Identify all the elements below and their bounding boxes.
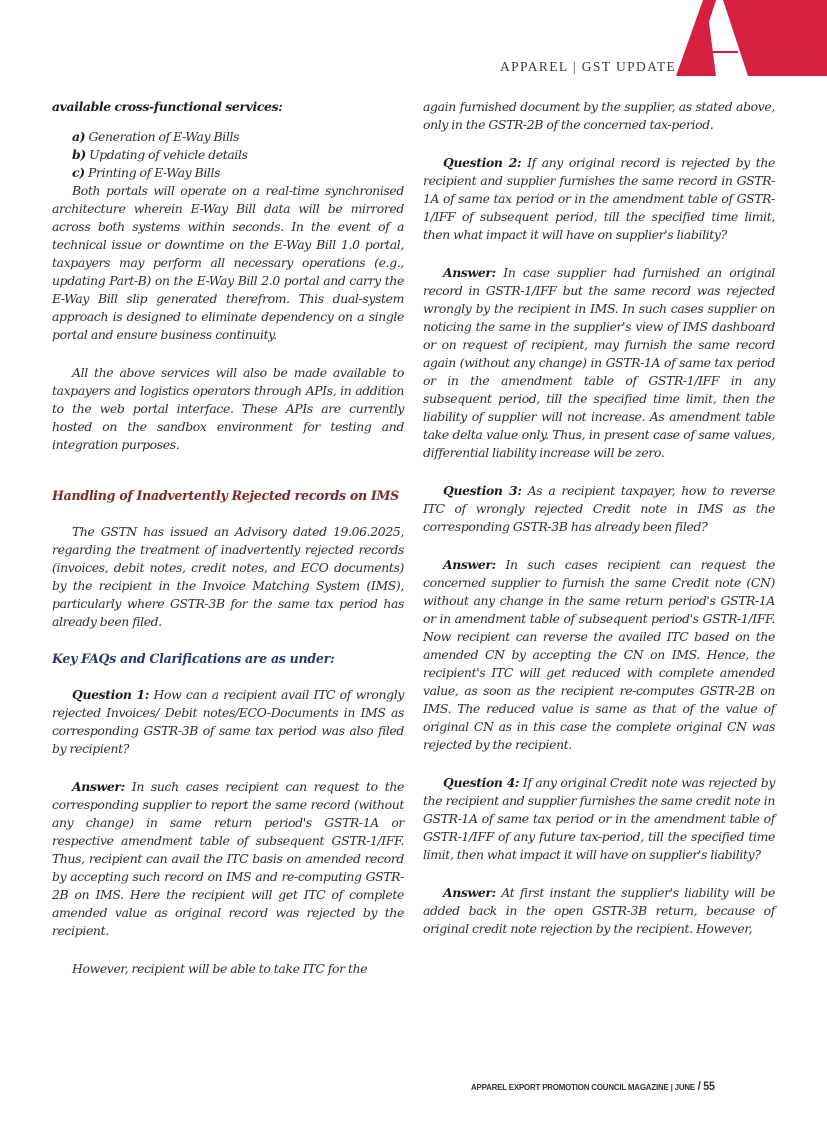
page-footer	[471, 1081, 715, 1093]
page-number: 55	[703, 1081, 715, 1093]
list-item: a) Generation of E-Way Bills	[72, 129, 240, 144]
intro-lead: available cross-functional services:	[52, 99, 283, 114]
apparel-a-logo-icon	[676, 0, 827, 76]
paragraph-apis: All the above services will also be made available to taxpayers and logistics operators through APIs, in addition to the web portal interface. These APIs are currently hosted on the sandbox environment for testing and integration purposes.	[52, 365, 404, 452]
section-heading-ims: Handling of Inadvertently Rejected records on IMS	[52, 488, 399, 503]
section-label: APPAREL | GST UPDATE	[500, 59, 677, 74]
list-item: c) Printing of E-Way Bills	[72, 165, 221, 180]
question-1: Question 1: How can a recipient avail ITC of wrongly rejected Invoices/ Debit notes/ECO-Documents in IMS as corresponding GSTR-3B of same tax period was also filed by recipient?	[52, 687, 404, 756]
footer-separator: /	[695, 1081, 704, 1093]
right-column	[423, 98, 775, 938]
answer-4: Answer: At first instant the supplier's liability will be added back in the open GSTR-3B return, because of original credit note rejection by the recipient. However,	[423, 885, 775, 936]
answer-1-continued: However, recipient will be able to take ITC for the	[72, 961, 368, 976]
question-3: Question 3: As a recipient taxpayer, how to reverse ITC of wrongly rejected Credit note in IMS as the corresponding GSTR-3B has already been filed?	[423, 483, 775, 534]
publication-name: APPAREL EXPORT PROMOTION COUNCIL MAGAZINE | JUNE	[471, 1082, 696, 1092]
section-heading-faqs: Key FAQs and Clarifications are as under:	[52, 651, 335, 666]
question-2: Question 2: If any original record is rejected by the recipient and supplier furnishes the same record in GSTR-1A of same tax period or in the amendment table of GSTR-1/IFF of subsequent period, till the specified time limit, then what impact it will have on supplier's liability?	[423, 155, 775, 242]
services-list	[52, 128, 404, 182]
answer-3: Answer: In such cases recipient can request the concerned supplier to furnish the same Credit note (CN) without any change in the same return period's GSTR-1A or in amendment table of subsequent period's GSTR-1/IFF. Now recipient can reverse the availed ITC based on the amended CN by accepting the CN on IMS. Hence, the recipient's ITC will get reduced with complete amended value, as soon as the recipient re-computes GSTR-2B on IMS. The reduced value is same as that of the value of original CN as in this case the complete original CN was rejected by the recipient.	[423, 557, 775, 752]
paragraph-gstn-advisory: The GSTN has issued an Advisory dated 19.06.2025, regarding the treatment of inadvertently rejected records (invoices, debit notes, credit notes, and ECO documents) by the recipient in the Invoice Matching System (IMS), particularly where GSTR-3B for the same tax period has already been filed.	[52, 524, 404, 629]
list-item: b) Updating of vehicle details	[72, 147, 248, 162]
answer-2: Answer: In case supplier had furnished an original record in GSTR-1/IFF but the same record was rejected wrongly by the recipient in IMS. In such cases supplier on noticing the same in the supplier's view of IMS dashboard or on request of recipient, may furnish the same record again (without any change) in GSTR-1A of same tax period or in the amendment table of GSTR-1/IFF in any subsequent period, till the specified time limit, then the liability of supplier will not increase. As amendment table take delta value only. Thus, in present case of same values, differential liability increase will be zero.	[423, 265, 775, 460]
paragraph-sync: Both portals will operate on a real-time synchronised architecture wherein E-Way Bill data will be mirrored across both systems within seconds. In the event of a technical issue or downtime on the E-Way Bill 1.0 portal, taxpayers may perform all necessary operations (e.g., updating Part-B) on the E-Way Bill 2.0 portal and carry the E-Way Bill slip generated therefrom. This dual-system approach is designed to eliminate dependency on a single portal and ensure business continuity.	[52, 183, 404, 342]
answer-1-continued-end: again furnished document by the supplier, as stated above, only in the GSTR-2B of the concerned tax-period.	[423, 99, 775, 132]
answer-1: Answer: In such cases recipient can request to the corresponding supplier to report the same record (without any change) in same return period's GSTR-1A or respective amendment table of subsequent GSTR-1/IFF. Thus, recipient can avail the ITC basis on amended record by accepting such record on IMS and re-computing GSTR-2B on IMS. Here the recipient will get ITC of complete amended value as original record was rejected by the recipient.	[52, 779, 404, 938]
question-4: Question 4: If any original Credit note was rejected by the recipient and supplier furnishes the same credit note in GSTR-1A of same tax period or in the amendment table of GSTR-1/IFF of any future tax-period, till the specified time limit, then what impact it will have on supplier's liability?	[423, 775, 775, 862]
left-column	[52, 98, 404, 978]
